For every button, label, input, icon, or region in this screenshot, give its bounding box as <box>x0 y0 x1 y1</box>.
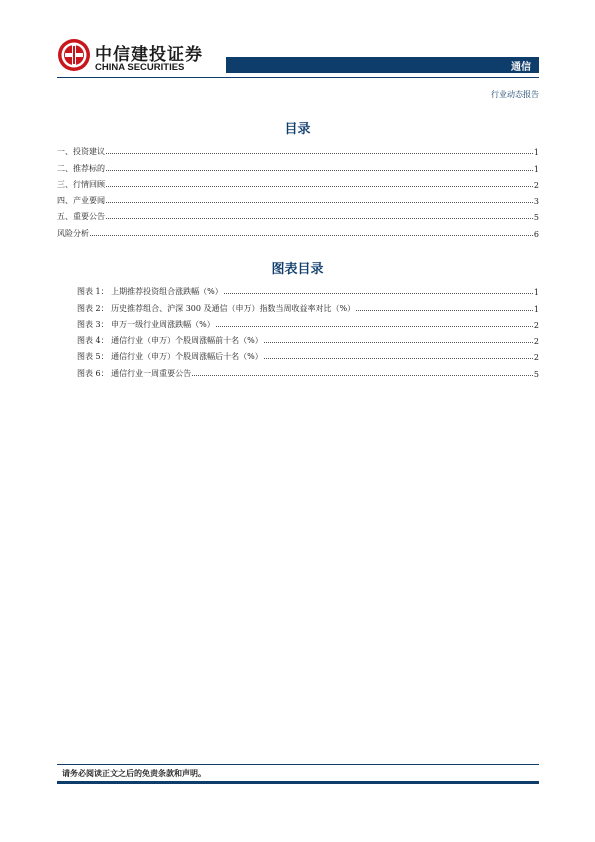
leader-dots <box>192 375 533 376</box>
figure-toc-page: 5 <box>533 369 539 379</box>
toc-item[interactable] <box>57 206 539 222</box>
figure-toc-item[interactable] <box>77 314 539 330</box>
leader-dots <box>224 293 533 294</box>
figure-toc-item[interactable] <box>77 281 539 297</box>
toc-item[interactable] <box>57 174 539 190</box>
sector-label: 通信 <box>511 62 531 73</box>
toc-item-label: 一、投资建议 <box>57 147 105 157</box>
leader-dots <box>106 153 533 154</box>
table-of-contents <box>57 141 539 239</box>
toc-item-label: 二、推荐标的 <box>57 163 105 173</box>
figure-toc-item[interactable] <box>77 330 539 346</box>
toc-item-page: 5 <box>533 213 539 223</box>
toc-item-page: 3 <box>533 197 539 207</box>
figure-toc-label: 图表 3： 申万一级行业周涨跌幅（%） <box>77 319 215 329</box>
figures-table-of-contents <box>77 281 539 379</box>
figures-toc-title: 图表目录 <box>271 262 324 277</box>
figure-toc-label: 图表 4： 通信行业（申万）个股周涨幅前十名（%） <box>77 336 263 346</box>
header-divider <box>57 77 539 78</box>
figure-toc-label: 图表 1： 上期推荐投资组合涨跌幅（%） <box>77 287 223 297</box>
toc-item-page: 1 <box>533 164 539 174</box>
toc-item-label: 三、行情回顾 <box>57 179 105 189</box>
figure-toc-label: 图表 5： 通信行业（申万）个股周涨幅后十名（%） <box>77 352 263 362</box>
footer-bar <box>57 781 539 784</box>
figure-toc-page: 2 <box>533 320 539 330</box>
toc-title: 目录 <box>284 122 311 137</box>
toc-item[interactable] <box>57 190 539 206</box>
toc-item-page: 2 <box>533 180 539 190</box>
toc-item-label: 风险分析 <box>57 228 89 238</box>
leader-dots <box>264 342 533 343</box>
figure-toc-item[interactable] <box>77 362 539 378</box>
figure-toc-page: 1 <box>533 288 539 298</box>
figure-toc-label: 图表 2： 历史推荐组合、沪深 300 及通信（申万）指数当周收益率对比（%） <box>77 303 356 313</box>
leader-dots <box>264 358 533 359</box>
footer-disclaimer: 请务必阅读正文之后的免责条款和声明。 <box>62 768 206 778</box>
toc-item-label: 五、重要公告 <box>57 212 105 222</box>
toc-item[interactable] <box>57 141 539 157</box>
leader-dots <box>216 326 533 327</box>
toc-item[interactable] <box>57 222 539 238</box>
leader-dots <box>106 186 533 187</box>
figure-toc-item[interactable] <box>77 297 539 313</box>
footer-divider <box>57 764 539 765</box>
figure-toc-page: 2 <box>533 337 539 347</box>
report-type: 行业动态报告 <box>491 90 539 99</box>
figure-toc-label: 图表 6： 通信行业一周重要公告 <box>77 368 192 378</box>
toc-item[interactable] <box>57 157 539 173</box>
figure-toc-page: 1 <box>533 304 539 314</box>
figure-toc-item[interactable] <box>77 346 539 362</box>
toc-item-label: 四、产业要闻 <box>57 196 105 206</box>
header-bar <box>226 57 539 73</box>
leader-dots <box>90 235 533 236</box>
leader-dots <box>106 170 533 171</box>
leader-dots <box>106 202 533 203</box>
company-logo <box>57 38 217 78</box>
toc-item-page: 1 <box>533 148 539 158</box>
figure-toc-page: 2 <box>533 353 539 363</box>
china-securities-logo-icon <box>57 38 91 72</box>
logo-english-name: CHINA SECURITIES <box>95 62 185 73</box>
leader-dots <box>356 310 533 311</box>
toc-item-page: 6 <box>533 229 539 239</box>
leader-dots <box>106 218 533 219</box>
logo-chinese-name: 中信建投证券 <box>95 45 203 65</box>
